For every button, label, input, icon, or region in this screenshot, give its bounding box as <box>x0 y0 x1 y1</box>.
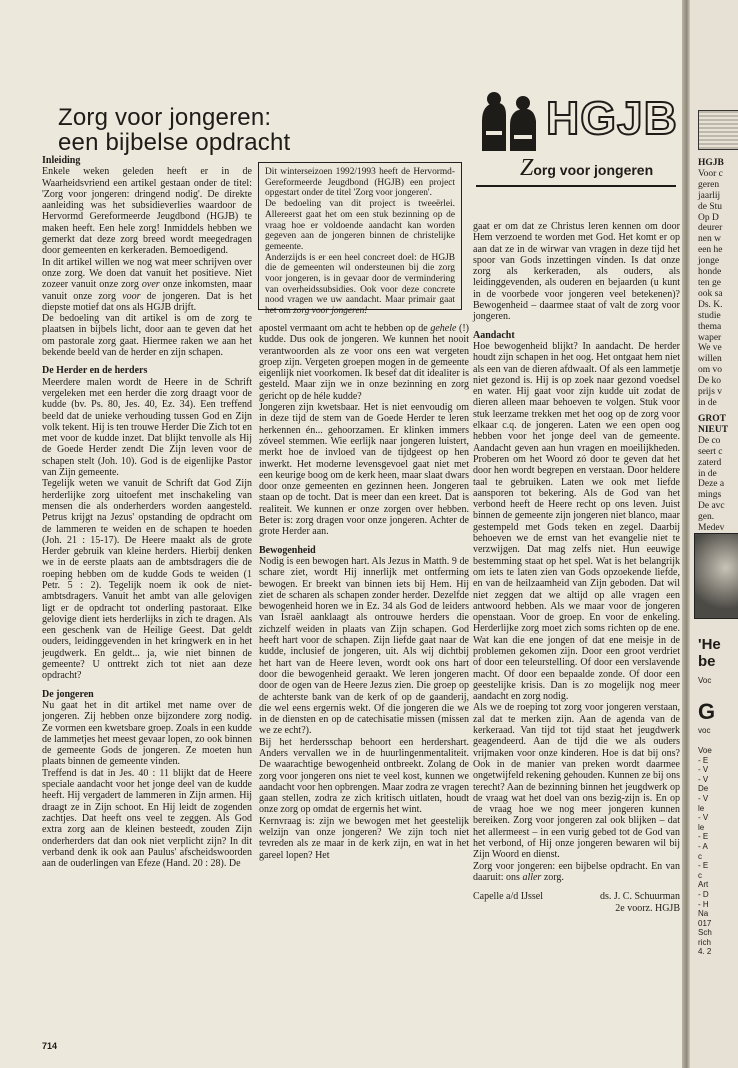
heading-aandacht: Aandacht <box>473 329 515 341</box>
next-page-line: Op D <box>698 212 719 223</box>
next-page-text-mid <box>698 414 728 534</box>
next-page-line: - E <box>698 861 709 871</box>
paragraph: Zorg voor jongeren: een bijbelse opdracht. En van daaruit: ons aller zorg. <box>473 860 680 883</box>
box-paragraph: Anderzijds is er een heel concreet doel: de HGJB die de gemeenten wil ondersteunen bij die zorg voor jongeren, is in gevaar door de vermindering van overheidssubsidies. Ook voor deze concrete nood vragen we uw aandacht. Maar primair gaat het om zorg voor jongeren! <box>265 252 455 317</box>
next-page-line: c <box>698 851 702 861</box>
next-page-line: Voor c <box>698 168 723 179</box>
next-page-line: Art <box>698 880 709 890</box>
paragraph: Meerdere malen wordt de Heere in de Schrift vergeleken met een herder die zorg draagt voor de kudde (bv. Ps. 80, Jes. 40, Ez. 34). Een treffend beeld dat de unieke verhouding tussen God en Zijn volk tekent. Hij is ten trouwe Herder Die Zich tot en met voor de kudde inzet. Dat blijkt tenvolle als Hij de Goede Herder zendt Die Zijn leven voor de schapen stelt (Joh. 10). God is de eigenlijke Pastor van Zijn gemeente. <box>42 376 252 479</box>
next-page-line: seert c <box>698 446 723 457</box>
next-page-line: We ve <box>698 343 722 354</box>
next-page-line: HGJB <box>698 158 724 168</box>
next-page-line: gen. <box>698 512 715 523</box>
youth-figures-icon <box>476 91 544 153</box>
paragraph: Jongeren zijn kwetsbaar. Het is niet eenvoudig om in deze tijd de stem van de Goede Herder te leren herkennen én... gehoorzamen. Er klinken immers zóveel stemmen. Wie eerlijk naar jongeren luistert, merkt hoe de invloed van de tijdgeest op hen inwerkt. Het moderne levensgevoel gaat niet met een keurige boog om de kerk heen, maar slaat dwars door onze gemeenten en gezinnen heen. Jongeren staan op de tocht. Dat is meer dan een kreet. Dat is realiteit. We kunnen er onze zorgen over hebben. Beter is: zorg dragen voor onze jongeren. Achter de grote Herder aan. <box>259 402 469 538</box>
logo-subtitle: Zorg voor jongeren <box>520 155 654 181</box>
next-page-line: deurer <box>698 223 723 234</box>
heading-jongeren: De jongeren <box>42 688 94 700</box>
next-page-line: rich <box>698 937 711 947</box>
next-page-line: Medev <box>698 523 725 534</box>
next-page-line: Sch <box>698 928 712 938</box>
next-page-line: GROT <box>698 414 726 424</box>
next-page-heading: 'He be <box>698 636 721 670</box>
paragraph: Bij het herdersschap behoort een herdershart. Anders vervallen we in de huurlingenmentaliteit. De waarachtige bewogenheid ontbreekt. Zolang de zorg voor jongeren ons niet te veel kost, kunnen we aandacht voor hen opbrengen. Maar zodra ze vragen gaan stellen, zodra ze zich kritisch uitlaten, houdt onze zorg op omdat de ergernis het wint. <box>259 736 469 816</box>
next-page-line: in de <box>698 468 717 479</box>
title-line-2: een bijbelse opdracht <box>58 129 291 156</box>
next-page-line: - V <box>698 793 709 803</box>
next-page-line: - V <box>698 774 709 784</box>
logo-letters: HGJB <box>546 92 678 144</box>
paragraph: Als we de roeping tot zorg voor jongeren verstaan, zal dat te merken zijn. Aan de agenda van de kerkeraad. Van tijd tot tijd staat het jeugdwerk geagendeerd. Aan de tijd die we als ouders vrijmaken voor onze kinderen. Hoe is dat bij ons? Ook in de manier van preken wordt daarmee ongetwijfeld rekening gehouden. Kunnen ze bij ons terecht? Aan de bezinning binnen het jeugdwerk op de vraag wat het doel van ons bezig-zijn is. En op de vraag hoe we nog meer jongeren kunnen bereiken. Zorg voor jongeren zal ook blijken – dat het allermeest – in een vurig gebed tot de God van het verbond, of Hij onze jongeren bewaren wil bij Zijn Woord en dienst. <box>473 702 680 861</box>
next-page-line: de Stu <box>698 201 723 212</box>
next-page-line: Voe <box>698 746 712 755</box>
next-page-image-box <box>698 110 738 150</box>
signature-author: ds. J. C. Schuurman 2e voorz. HGJB <box>600 891 680 914</box>
signature <box>473 891 680 914</box>
next-page-line: thema <box>698 321 722 332</box>
next-page-line: prijs v <box>698 387 723 398</box>
next-page-line: - E <box>698 832 709 842</box>
next-page-photo <box>694 533 738 619</box>
next-page-line: Na <box>698 909 709 919</box>
box-paragraph: Dit winterseizoen 1992/1993 heeft de Hervormd-Gereformeerde Jeugdbond (HGJB) een project opgestart onder de titel 'Zorg voor jongeren'. <box>265 167 455 199</box>
next-page-line: willen <box>698 354 722 365</box>
next-page-line: - D <box>698 889 709 899</box>
heading-inleiding: Inleiding <box>42 155 81 166</box>
logo-rule <box>476 185 676 187</box>
box-paragraph: De bedoeling van dit project is tweeërlei. Allereerst gaat het om een stuk bezinning op de vraag hoe er voldoende aandacht kan worden gegeven aan de jongeren binnen de christelijke gemeente. <box>265 199 455 252</box>
next-page-line: Deze a <box>698 479 725 490</box>
next-page-line: - A <box>698 841 708 851</box>
paragraph: De bedoeling van dit artikel is om de zorg te plaatsen in bijbels licht, door aan te geven dat het om pastorale zorg gaat. Hiermee raken we aan het bekende beeld van de herder en zijn schapen. <box>42 313 252 359</box>
next-page-line: waper <box>698 332 722 343</box>
next-page-line: De <box>698 784 709 794</box>
next-page-line: om vo <box>698 365 723 376</box>
paragraph: Nodig is een bewogen hart. Als Jezus in Matth. 9 de schare ziet, wordt Hij innerlijk met ontferming bewogen. Er breekt van binnen iets bij Hem. Hij ziet de scharen als schapen zonder herder. Dezelfde bewogenheid horen we in Ez. 34 als God de leiders van Israël aanklaagt als ontrouwe herders die zichzelf weiden in plaats van Zijn schapen. God heeft hart voor de schapen. Zijn liefde gaat naar de kudde, inclusief de jongeren, uit. Als wij dichtbij het hart van de Heere leven, wordt ook ons hart door die bewogenheid geraakt. We leren jongeren door de ogen van de Heere Jezus zien. Die groep op de achterste bank van de kerk of op de gaanderij, die wel eens ergernis wekt. Of die jongeren die we in de diensten en op de catechisatie missen (missen we ze echt?). <box>259 555 469 737</box>
next-page-line: jaarlij <box>698 190 721 201</box>
next-page-text-low <box>698 746 712 957</box>
next-page-line: c <box>698 870 702 880</box>
next-page-line: honde <box>698 267 722 278</box>
next-page-line: zaterd <box>698 457 722 468</box>
next-page-line: - E <box>698 755 709 765</box>
page-number: 714 <box>42 1041 58 1051</box>
next-page-line: een he <box>698 245 723 256</box>
paragraph: Enkele weken geleden heeft er in de Waarheidsvriend een artikel gestaan onder de titel: 'Zorg voor jongeren: dringend nodig'. De direkte aanleiding was het subsidieverlies waardoor de Hervormd Gereformeerde Jeugdbond (HGJB) te maken heeft. Een hele zorg! Inmiddels hebben we gemerkt dat deze zorg breed wordt meegedragen door gemeenten en kerkeraden. Bemoedigend. <box>42 166 252 257</box>
next-page-text-top <box>698 158 724 409</box>
next-page-letter: G <box>698 699 716 724</box>
column-1 <box>42 155 252 869</box>
paragraph: apostel vermaant om acht te hebben op de gehele (!) kudde. Dus ook de jongeren. We kunnen het nooit verantwoorden als ze voor ons een wat vergeten groep zijn. Vergeten groepen mogen in de gemeente eigenlijk niet voorkomen. Ik besef dat dit idealiter is gesteld. Maar zijn we in onze bezinning en zorg gericht op de héle kudde? <box>259 323 470 402</box>
paragraph: Hoe bewogenheid blijkt? In aandacht. De herder houdt zijn schapen in het oog. Het ontgaat hem niet als een van de dieren afdwaalt. Of als een lammetje niet gezond is. Hij is op zoek naar gezond voedsel en water. Hij gaat voor zijn kudde uit zodat de dieren alleen maar behoeven te volgen. Stuk voor stuk leerzame trekken met het oog op de zorg voor elkaar c.q. de jongeren. Laten we een open oog hebben voor het jonge deel van de gemeente. Aandacht geven aan hun vragen en moeilijkheden. Proberen om het Woord zó door te geven dat het door hen wordt begrepen en verstaan. Door heldere taal te gebruiken. Laten we ook met liefde aansporen tot bekering. Als de God van het verbond heeft de Heere recht op ons leven. Juist binnen de gemeente zijn jongeren niet blanco, maar gestempeld met Gods teken en zegel. Daarbij behoeven we de ernst van het evangelie niet te verzwijgen. Dat mag zelfs niet. Hun eeuwige bestemming staat op het spel. Wat is het belangrijk om iets te laten zien van Gods opzoekende liefde, en van de heilzaamheid van Zijn geboden. Dat wil niet zeggen dat we altijd op alle vragen een antwoord hebben. Als we maar voor de jongeren openstaan. Voor de groep. En voor de enkeling. Herderlijke zorg moet zich soms richten op de ene. Wat kan die ene jongen of dat ene meisje in de problemen gekomen zijn. Door een groot verdriet of door een teleurstelling. Of door een verslavende macht. Of door een bepaalde zonde. Of door een geestelijke krisis. Dan is zo mogelijk nog meer aandacht en zorg nodig. <box>473 340 680 703</box>
next-page-line: ten ge <box>698 277 721 288</box>
next-page-fragment <box>690 0 738 1068</box>
next-page-line: De avc <box>698 501 725 512</box>
paragraph: Tegelijk weten we vanuit de Schrift dat God Zijn herderlijke zorg uitoefent met inschakeling van mensen die als onderherders worden aangesteld. Petrus krijgt na Jezus' opstanding de opdracht om de lammeren te weiden en de schapen te hoeden (Joh. 21 : 15-17). De Heere maakt als de grote Herder gebruik van kleine herders. Hierbij denken we in de eerste plaats aan de ambtsdragers die de roeping hebben om de kudde Gods te weiden (1 Petr. 5 : 2). Tegelijk noem ik ook de niet-ambtsdragers. Vanuit het ambt van alle gelovigen ligt er de opdracht tot onderling pastoraat. Elke gelovige dient iets herderlijks in zich te dragen. Als een geschenk van de Heilige Geest. Dat geldt ouders, leidinggevenden in het kringwerk en in het jeugdwerk. En geldt... ja, wie niet binnen de gemeente? U onttrekt zich tot niet aan deze opdracht? <box>42 478 252 682</box>
signature-place: Capelle a/d IJssel <box>473 891 543 903</box>
next-page-line: jonge <box>698 256 720 267</box>
next-page-line: le <box>698 822 705 832</box>
next-page-line: nen w <box>698 234 721 245</box>
next-page-line: De ko <box>698 376 721 387</box>
paragraph: gaat er om dat ze Christus leren kennen om door Hem verzoend te worden met God. Het komt er op aan dat ze in de wirwar van vragen in deze tijd het spoor van Gods inzettingen vinden. Is dat onze zorg als kerkeraden, als ouders, als leidinggevenden, als ouderen en bejaarden (u kunt in de voorbede voor jongeren veel betekenen)? Bewogenheid – daarmee staat of valt de zorg voor jongeren. <box>473 221 680 323</box>
book-gutter <box>682 0 690 1068</box>
title-line-1: Zorg voor jongeren: <box>58 104 272 131</box>
intro-box <box>258 162 462 317</box>
paragraph: In dit artikel willen we nog wat meer schrijven over onze zorg. We doen dat vanuit het positieve. Niet zozeer vanuit onze zorg over onze inkomsten, maar vanuit onze zorg voor de jongeren. Dat is het diepste motief dat ons als HGJB drijft. <box>42 256 253 313</box>
heading-herder: De Herder en de herders <box>42 365 148 377</box>
next-page-line: 4. 2 <box>698 947 712 957</box>
next-page-line: - V <box>698 765 709 775</box>
hgjb-logo <box>472 89 680 203</box>
paragraph: Kernvraag is: zijn we bewogen met het geestelijk welzijn van onze jongeren? We zijn toch niet tevreden als ze maar in de kerk zijn, en wat in het gareel lopen? Het <box>259 815 469 861</box>
next-page-line: mings <box>698 490 722 501</box>
next-page-line: De co <box>698 435 721 446</box>
column-3 <box>473 221 680 914</box>
next-page-line: - H <box>698 899 709 909</box>
paragraph: Treffend is dat in Jes. 40 : 11 blijkt dat de Heere speciale aandacht voor het jonge deel van de kudde heeft. Hij vergadert de lammeren in Zijn armen. Hij draagt ze in Zijn schoot. En Hij leidt de zogenden zachtjes. Dat heeft ons veel te zeggen. Als God extra zorg aan de kleinen besteedt, zouden Zijn onderherders dat dan ook niet verplicht zijn? In dit verband denk ik ook aan Paulus' afscheidswoorden aan de ouderlingen van Efeze (Hand. 20 : 28). De <box>42 767 252 870</box>
next-page-line: in de <box>698 397 717 408</box>
next-page-line: Ds. K. <box>698 299 723 310</box>
next-page-line: - V <box>698 813 709 823</box>
paragraph: Nu gaat het in dit artikel met name over de jongeren. Zij hebben onze bijzondere zorg nodig. Ze vormen een kwetsbare groep. Zoals in een kudde de lammetjes het meest gevaar lopen, zo ook binnen de gemeente Gods de jongeren. Ze moeten hun plaats binnen de gemeente vinden. <box>42 699 252 768</box>
next-page-small-2: voc <box>698 726 711 735</box>
next-page-line: studie <box>698 310 721 321</box>
next-page-line: geren <box>698 179 720 190</box>
next-page-small: Voc <box>698 676 712 685</box>
next-page-line: NIEUT <box>698 424 729 435</box>
heading-bewogenheid: Bewogenheid <box>259 544 316 556</box>
column-2 <box>259 323 469 861</box>
article-title <box>58 105 290 155</box>
next-page-line: ook sa <box>698 288 723 299</box>
next-page-line: 017 <box>698 918 712 928</box>
next-page-line: le <box>698 803 705 813</box>
